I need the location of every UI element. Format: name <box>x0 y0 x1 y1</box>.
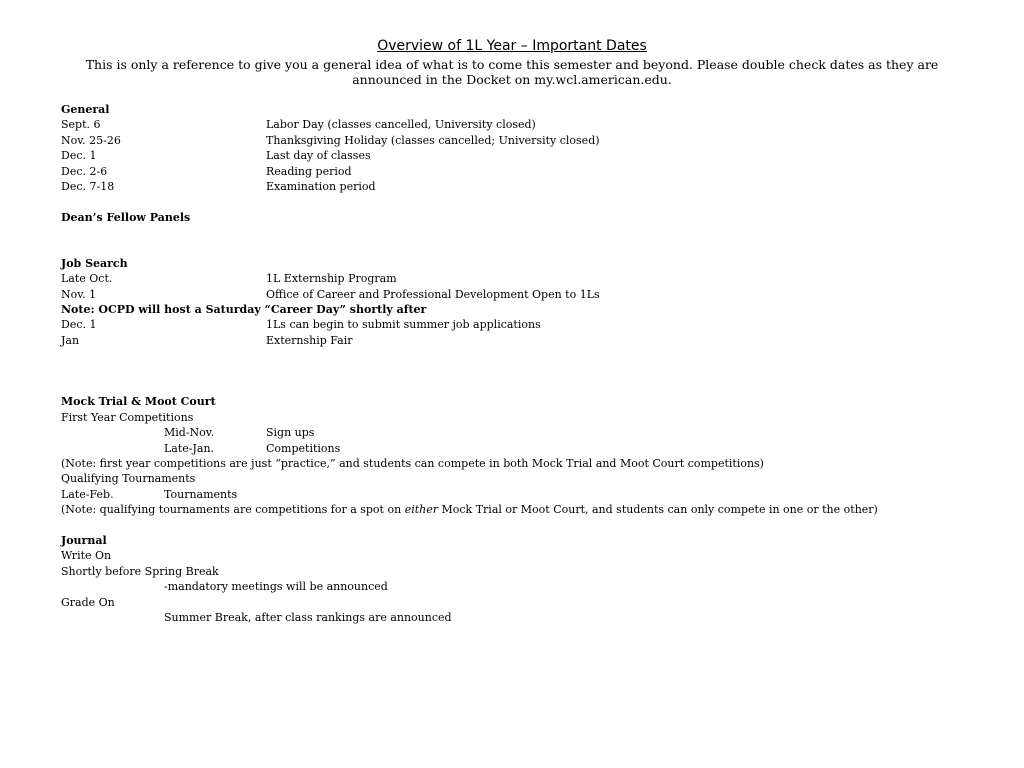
qualifying-note: (Note: qualifying tournaments are competitions for a spot on either Mock Trial or Moot Court, and students can only compete in one or the other) <box>61 503 878 517</box>
general-event: Labor Day (classes cancelled, University closed) <box>266 118 536 132</box>
general-date: Dec. 7-18 <box>61 179 115 193</box>
qualifying-event: Tournaments <box>164 487 238 501</box>
job-event: Externship Fair <box>266 333 353 347</box>
job-date: Nov. 1 <box>61 287 97 301</box>
job-search-note: Note: OCPD will host a Saturday “Career Day” shortly after <box>61 303 427 317</box>
deans-heading: Dean’s Fellow Panels <box>61 210 191 224</box>
write-on-line: -mandatory meetings will be announced <box>164 580 388 594</box>
general-row <box>61 117 981 132</box>
qualifying-row <box>61 487 981 502</box>
general-event: Examination period <box>266 179 376 193</box>
first-year-date: Late-Jan. <box>164 441 215 455</box>
write-on-label: Write On <box>61 549 112 563</box>
general-date: Dec. 1 <box>61 149 97 163</box>
page-title: Overview of 1L Year – Important Dates <box>377 38 647 54</box>
job-search-row <box>61 271 981 286</box>
first-year-label: First Year Competitions <box>61 410 194 424</box>
general-date: Nov. 25-26 <box>61 133 121 147</box>
general-event: Reading period <box>266 164 352 178</box>
first-year-event: Competitions <box>266 441 341 455</box>
job-search-heading: Job Search <box>61 256 128 270</box>
document-content <box>61 102 981 625</box>
journal-heading: Journal <box>61 533 107 547</box>
qualifying-date: Late-Feb. <box>61 487 114 501</box>
general-row <box>61 133 981 148</box>
intro-paragraph: This is only a reference to give you a general idea of what is to come this semester and beyond. Please double check dates as they are announced in the Docket on my.wcl.american.edu. <box>85 57 939 87</box>
first-year-note: (Note: first year competitions are just “practice,” and students can compete in both Mock Trial and Moot Court competitions) <box>61 456 764 470</box>
general-row <box>61 164 981 179</box>
general-event: Thanksgiving Holiday (classes cancelled; University closed) <box>266 133 600 147</box>
first-year-row <box>61 425 981 440</box>
general-date: Sept. 6 <box>61 118 101 132</box>
grade-on-line: Summer Break, after class rankings are announced <box>164 610 452 624</box>
general-heading: General <box>61 103 110 116</box>
general-event: Last day of classes <box>266 149 371 163</box>
qualifying-label: Qualifying Tournaments <box>61 472 196 486</box>
job-search-row <box>61 333 981 348</box>
first-year-row <box>61 441 981 456</box>
grade-on-label: Grade On <box>61 595 115 609</box>
mock-trial-heading: Mock Trial & Moot Court <box>61 395 216 409</box>
first-year-event: Sign ups <box>266 426 315 440</box>
write-on-line: Shortly before Spring Break <box>61 564 219 578</box>
general-date: Dec. 2-6 <box>61 164 108 178</box>
job-event: Office of Career and Professional Development Open to 1Ls <box>266 287 600 301</box>
job-event: 1Ls can begin to submit summer job applications <box>266 318 541 332</box>
job-date: Dec. 1 <box>61 318 97 332</box>
general-row <box>61 179 981 194</box>
job-search-row <box>61 287 981 302</box>
first-year-date: Mid-Nov. <box>164 426 215 440</box>
job-event: 1L Externship Program <box>266 272 397 286</box>
general-row <box>61 148 981 163</box>
job-search-row <box>61 317 981 332</box>
job-date: Jan <box>61 333 80 347</box>
job-date: Late Oct. <box>61 272 113 286</box>
